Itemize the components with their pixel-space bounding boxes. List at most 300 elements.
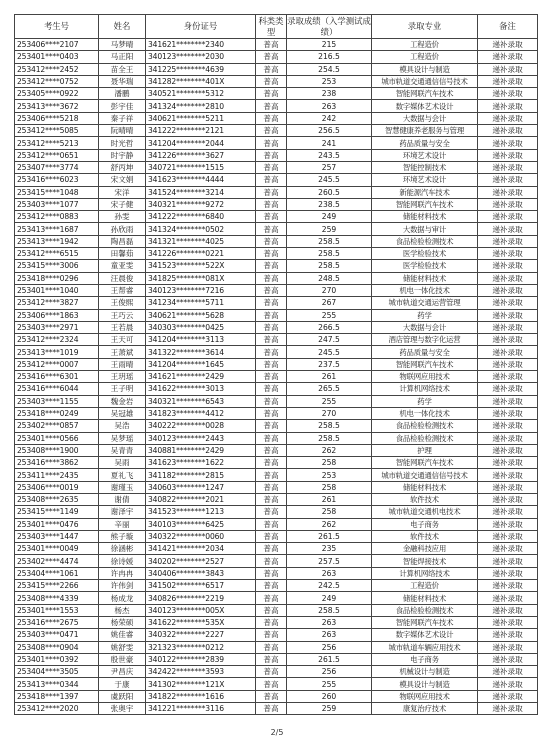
table-row bbox=[15, 272, 538, 284]
major-cell: 智能网联汽车技术 bbox=[372, 198, 478, 210]
table-row bbox=[15, 395, 538, 407]
id-number-cell: 341524********3214 bbox=[146, 186, 256, 198]
category-cell: 普高 bbox=[256, 690, 287, 702]
name-cell: 童亚雯 bbox=[99, 260, 146, 272]
id-number-cell: 341302********121X bbox=[146, 678, 256, 690]
id-number-cell: 340103********6425 bbox=[146, 518, 256, 530]
major-cell: 食品检验检测技术 bbox=[372, 235, 478, 247]
score-cell: 258 bbox=[287, 506, 372, 518]
table-row bbox=[15, 75, 538, 87]
score-cell: 258 bbox=[287, 457, 372, 469]
category-cell: 普高 bbox=[256, 321, 287, 333]
exam-number-cell: 253403****1447 bbox=[15, 530, 99, 542]
exam-number-cell: 253403****0471 bbox=[15, 629, 99, 641]
name-cell: 辛丽 bbox=[99, 518, 146, 530]
remark-cell: 递补录取 bbox=[478, 580, 538, 592]
major-cell: 智能焊接技术 bbox=[372, 555, 478, 567]
major-cell: 模具设计与制造 bbox=[372, 63, 478, 75]
remark-cell: 递补录取 bbox=[478, 211, 538, 223]
name-cell: 孙欣雨 bbox=[99, 223, 146, 235]
score-cell: 258.5 bbox=[287, 248, 372, 260]
remark-cell: 递补录取 bbox=[478, 260, 538, 272]
score-cell: 270 bbox=[287, 407, 372, 419]
table-row bbox=[15, 149, 538, 161]
major-cell: 储能材料技术 bbox=[372, 481, 478, 493]
major-cell: 护理 bbox=[372, 444, 478, 456]
category-cell: 普高 bbox=[256, 51, 287, 63]
remark-cell: 递补录取 bbox=[478, 641, 538, 653]
category-cell: 普高 bbox=[256, 457, 287, 469]
table-row bbox=[15, 469, 538, 481]
category-cell: 普高 bbox=[256, 149, 287, 161]
category-cell: 普高 bbox=[256, 444, 287, 456]
id-number-cell: 341622********535X bbox=[146, 616, 256, 628]
major-cell: 工程造价 bbox=[372, 39, 478, 51]
id-number-cell: 342422********3593 bbox=[146, 666, 256, 678]
major-cell: 智能控制技术 bbox=[372, 161, 478, 173]
id-number-cell: 340202********2527 bbox=[146, 555, 256, 567]
score-cell: 260.5 bbox=[287, 186, 372, 198]
table-row bbox=[15, 161, 538, 173]
name-cell: 谢泽宇 bbox=[99, 506, 146, 518]
exam-number-cell: 253408****4339 bbox=[15, 592, 99, 604]
category-cell: 普高 bbox=[256, 100, 287, 112]
major-cell: 酒店管理与数字化运营 bbox=[372, 334, 478, 346]
remark-cell: 递补录取 bbox=[478, 63, 538, 75]
table-row bbox=[15, 88, 538, 100]
exam-number-cell: 253402****0857 bbox=[15, 420, 99, 432]
remark-cell: 递补录取 bbox=[478, 297, 538, 309]
exam-number-cell: 253406****5218 bbox=[15, 112, 99, 124]
score-cell: 257 bbox=[287, 161, 372, 173]
remark-cell: 递补录取 bbox=[478, 248, 538, 260]
exam-number-cell: 253404****3505 bbox=[15, 666, 99, 678]
table-row bbox=[15, 432, 538, 444]
remark-cell: 递补录取 bbox=[478, 100, 538, 112]
category-cell: 普高 bbox=[256, 493, 287, 505]
exam-number-cell: 253413****1687 bbox=[15, 223, 99, 235]
name-cell: 徐诗媛 bbox=[99, 555, 146, 567]
header-exam-number: 考生号 bbox=[15, 15, 99, 39]
exam-number-cell: 253406****0019 bbox=[15, 481, 99, 493]
score-cell: 258.5 bbox=[287, 260, 372, 272]
exam-number-cell: 253412****0007 bbox=[15, 358, 99, 370]
exam-number-cell: 253412****5085 bbox=[15, 125, 99, 137]
score-cell: 238 bbox=[287, 88, 372, 100]
remark-cell: 递补录取 bbox=[478, 235, 538, 247]
id-number-cell: 341421********2034 bbox=[146, 543, 256, 555]
table-row bbox=[15, 358, 538, 370]
id-number-cell: 341234********5711 bbox=[146, 297, 256, 309]
exam-number-cell: 253406****2107 bbox=[15, 39, 99, 51]
table-row bbox=[15, 543, 538, 555]
remark-cell: 递补录取 bbox=[478, 174, 538, 186]
table-row bbox=[15, 703, 538, 715]
id-number-cell: 340881********2429 bbox=[146, 444, 256, 456]
remark-cell: 递补录取 bbox=[478, 703, 538, 715]
name-cell: 王雨晴 bbox=[99, 358, 146, 370]
exam-number-cell: 253401****0403 bbox=[15, 51, 99, 63]
remark-cell: 递补录取 bbox=[478, 39, 538, 51]
id-number-cell: 341204********1645 bbox=[146, 358, 256, 370]
table-row bbox=[15, 592, 538, 604]
exam-number-cell: 253412****2020 bbox=[15, 703, 99, 715]
major-cell: 环境艺术设计 bbox=[372, 174, 478, 186]
id-number-cell: 321323********0212 bbox=[146, 641, 256, 653]
table-row bbox=[15, 309, 538, 321]
exam-number-cell: 253412****6515 bbox=[15, 248, 99, 260]
table-row bbox=[15, 137, 538, 149]
remark-cell: 递补录取 bbox=[478, 321, 538, 333]
score-cell: 256.5 bbox=[287, 125, 372, 137]
major-cell: 智能网联汽车技术 bbox=[372, 616, 478, 628]
id-number-cell: 340521********5312 bbox=[146, 88, 256, 100]
name-cell: 王帮睿 bbox=[99, 284, 146, 296]
major-cell: 电子商务 bbox=[372, 653, 478, 665]
table-row bbox=[15, 260, 538, 272]
remark-cell: 递补录取 bbox=[478, 51, 538, 63]
remark-cell: 递补录取 bbox=[478, 346, 538, 358]
name-cell: 王俊熙 bbox=[99, 297, 146, 309]
id-number-cell: 341622********3013 bbox=[146, 383, 256, 395]
score-cell: 241 bbox=[287, 137, 372, 149]
table-row bbox=[15, 334, 538, 346]
category-cell: 普高 bbox=[256, 186, 287, 198]
remark-cell: 递补录取 bbox=[478, 518, 538, 530]
id-number-cell: 341825********081X bbox=[146, 272, 256, 284]
major-cell: 物联网应用技术 bbox=[372, 371, 478, 383]
exam-number-cell: 253403****1077 bbox=[15, 198, 99, 210]
score-cell: 265.5 bbox=[287, 383, 372, 395]
name-cell: 舒丙坤 bbox=[99, 161, 146, 173]
major-cell: 储能材料技术 bbox=[372, 592, 478, 604]
major-cell: 工程造价 bbox=[372, 51, 478, 63]
remark-cell: 递补录取 bbox=[478, 309, 538, 321]
score-cell: 261 bbox=[287, 371, 372, 383]
id-number-cell: 340123********005X bbox=[146, 604, 256, 616]
score-cell: 242 bbox=[287, 112, 372, 124]
table-row bbox=[15, 493, 538, 505]
table-row bbox=[15, 407, 538, 419]
category-cell: 普高 bbox=[256, 211, 287, 223]
category-cell: 普高 bbox=[256, 629, 287, 641]
major-cell: 城市轨道交通机电技术 bbox=[372, 506, 478, 518]
category-cell: 普高 bbox=[256, 88, 287, 100]
table-row bbox=[15, 629, 538, 641]
category-cell: 普高 bbox=[256, 346, 287, 358]
remark-cell: 递补录取 bbox=[478, 112, 538, 124]
score-cell: 238.5 bbox=[287, 198, 372, 210]
major-cell: 大数据与审计 bbox=[372, 223, 478, 235]
major-cell: 数字媒体艺术设计 bbox=[372, 100, 478, 112]
id-number-cell: 341502********6517 bbox=[146, 580, 256, 592]
exam-number-cell: 253408****0904 bbox=[15, 641, 99, 653]
major-cell: 储能材料技术 bbox=[372, 211, 478, 223]
category-cell: 普高 bbox=[256, 75, 287, 87]
major-cell: 医学检验技术 bbox=[372, 260, 478, 272]
remark-cell: 递补录取 bbox=[478, 161, 538, 173]
category-cell: 普高 bbox=[256, 63, 287, 75]
exam-number-cell: 253403****2971 bbox=[15, 321, 99, 333]
table-row bbox=[15, 580, 538, 592]
major-cell: 城市轨道交通通信信号技术 bbox=[372, 469, 478, 481]
category-cell: 普高 bbox=[256, 297, 287, 309]
id-number-cell: 340406********3843 bbox=[146, 567, 256, 579]
category-cell: 普高 bbox=[256, 653, 287, 665]
remark-cell: 递补录取 bbox=[478, 469, 538, 481]
name-cell: 王若晨 bbox=[99, 321, 146, 333]
major-cell: 食品检验检测技术 bbox=[372, 420, 478, 432]
category-cell: 普高 bbox=[256, 371, 287, 383]
table-row bbox=[15, 690, 538, 702]
exam-number-cell: 253415****1149 bbox=[15, 506, 99, 518]
category-cell: 普高 bbox=[256, 248, 287, 260]
category-cell: 普高 bbox=[256, 235, 287, 247]
table-row bbox=[15, 174, 538, 186]
category-cell: 普高 bbox=[256, 358, 287, 370]
id-number-cell: 341226********0221 bbox=[146, 248, 256, 260]
remark-cell: 递补录取 bbox=[478, 407, 538, 419]
exam-number-cell: 253416****3862 bbox=[15, 457, 99, 469]
score-cell: 258 bbox=[287, 481, 372, 493]
category-cell: 普高 bbox=[256, 334, 287, 346]
score-cell: 257.5 bbox=[287, 555, 372, 567]
category-cell: 普高 bbox=[256, 506, 287, 518]
table-row bbox=[15, 641, 538, 653]
remark-cell: 递补录取 bbox=[478, 149, 538, 161]
exam-number-cell: 253412****0752 bbox=[15, 75, 99, 87]
major-cell: 药品质量与安全 bbox=[372, 346, 478, 358]
table-row bbox=[15, 235, 538, 247]
id-number-cell: 340322********2227 bbox=[146, 629, 256, 641]
id-number-cell: 340621********5628 bbox=[146, 309, 256, 321]
score-cell: 249 bbox=[287, 211, 372, 223]
remark-cell: 递补录取 bbox=[478, 690, 538, 702]
name-cell: 熊子璇 bbox=[99, 530, 146, 542]
major-cell: 软件技术 bbox=[372, 493, 478, 505]
score-cell: 261.5 bbox=[287, 530, 372, 542]
score-cell: 260 bbox=[287, 690, 372, 702]
id-number-cell: 341621********2340 bbox=[146, 39, 256, 51]
name-cell: 聂华瑞 bbox=[99, 75, 146, 87]
name-cell: 徐涵彬 bbox=[99, 543, 146, 555]
name-cell: 吴冠雄 bbox=[99, 407, 146, 419]
id-number-cell: 340303********0425 bbox=[146, 321, 256, 333]
header-id-number: 身份证号 bbox=[146, 15, 256, 39]
id-number-cell: 340603********1247 bbox=[146, 481, 256, 493]
remark-cell: 递补录取 bbox=[478, 75, 538, 87]
remark-cell: 递补录取 bbox=[478, 457, 538, 469]
table-row bbox=[15, 481, 538, 493]
name-cell: 彭宇佳 bbox=[99, 100, 146, 112]
remark-cell: 递补录取 bbox=[478, 493, 538, 505]
score-cell: 255 bbox=[287, 395, 372, 407]
table-row bbox=[15, 530, 538, 542]
remark-cell: 递补录取 bbox=[478, 666, 538, 678]
name-cell: 阮晴晴 bbox=[99, 125, 146, 137]
table-row bbox=[15, 371, 538, 383]
id-number-cell: 341623********4444 bbox=[146, 174, 256, 186]
name-cell: 杨成龙 bbox=[99, 592, 146, 604]
remark-cell: 递补录取 bbox=[478, 678, 538, 690]
remark-cell: 递补录取 bbox=[478, 334, 538, 346]
exam-number-cell: 253413****0344 bbox=[15, 678, 99, 690]
exam-number-cell: 253415****2266 bbox=[15, 580, 99, 592]
major-cell: 药学 bbox=[372, 309, 478, 321]
score-cell: 258.5 bbox=[287, 420, 372, 432]
major-cell: 计算机网络技术 bbox=[372, 383, 478, 395]
category-cell: 普高 bbox=[256, 469, 287, 481]
major-cell: 康复治疗技术 bbox=[372, 703, 478, 715]
major-cell: 药品质量与安全 bbox=[372, 137, 478, 149]
exam-number-cell: 253416****6301 bbox=[15, 371, 99, 383]
remark-cell: 递补录取 bbox=[478, 383, 538, 395]
score-cell: 255 bbox=[287, 678, 372, 690]
id-number-cell: 340123********2443 bbox=[146, 432, 256, 444]
table-header-row bbox=[15, 15, 538, 39]
category-cell: 普高 bbox=[256, 567, 287, 579]
score-cell: 262 bbox=[287, 518, 372, 530]
category-cell: 普高 bbox=[256, 641, 287, 653]
major-cell: 机械设计与制造 bbox=[372, 666, 478, 678]
name-cell: 姚佳睿 bbox=[99, 629, 146, 641]
id-number-cell: 340721********1515 bbox=[146, 161, 256, 173]
table-row bbox=[15, 666, 538, 678]
id-number-cell: 340826********2219 bbox=[146, 592, 256, 604]
name-cell: 苗全王 bbox=[99, 63, 146, 75]
table-row bbox=[15, 346, 538, 358]
name-cell: 陶昌磊 bbox=[99, 235, 146, 247]
table-row bbox=[15, 186, 538, 198]
score-cell: 235 bbox=[287, 543, 372, 555]
id-number-cell: 341222********6840 bbox=[146, 211, 256, 223]
id-number-cell: 340321********6543 bbox=[146, 395, 256, 407]
score-cell: 242.5 bbox=[287, 580, 372, 592]
exam-number-cell: 253412****2452 bbox=[15, 63, 99, 75]
table-row bbox=[15, 321, 538, 333]
score-cell: 253 bbox=[287, 469, 372, 481]
exam-number-cell: 253412****2324 bbox=[15, 334, 99, 346]
table-row bbox=[15, 604, 538, 616]
score-cell: 216.5 bbox=[287, 51, 372, 63]
exam-number-cell: 253401****0049 bbox=[15, 543, 99, 555]
major-cell: 智能网联汽车技术 bbox=[372, 358, 478, 370]
id-number-cell: 340822********2021 bbox=[146, 493, 256, 505]
remark-cell: 递补录取 bbox=[478, 543, 538, 555]
id-number-cell: 341282********401X bbox=[146, 75, 256, 87]
exam-number-cell: 253416****6023 bbox=[15, 174, 99, 186]
remark-cell: 递补录取 bbox=[478, 555, 538, 567]
score-cell: 215 bbox=[287, 39, 372, 51]
major-cell: 智能网联汽车技术 bbox=[372, 457, 478, 469]
name-cell: 吴青青 bbox=[99, 444, 146, 456]
id-number-cell: 341322********3614 bbox=[146, 346, 256, 358]
category-cell: 普高 bbox=[256, 420, 287, 432]
score-cell: 263 bbox=[287, 100, 372, 112]
name-cell: 孙雯 bbox=[99, 211, 146, 223]
remark-cell: 递补录取 bbox=[478, 186, 538, 198]
table-row bbox=[15, 678, 538, 690]
table-row bbox=[15, 248, 538, 260]
table-row bbox=[15, 506, 538, 518]
major-cell: 新能源汽车技术 bbox=[372, 186, 478, 198]
major-cell: 金融科技应用 bbox=[372, 543, 478, 555]
score-cell: 270 bbox=[287, 284, 372, 296]
major-cell: 机电一体化技术 bbox=[372, 284, 478, 296]
remark-cell: 递补录取 bbox=[478, 592, 538, 604]
score-cell: 248.5 bbox=[287, 272, 372, 284]
header-name: 姓名 bbox=[99, 15, 146, 39]
remark-cell: 递补录取 bbox=[478, 629, 538, 641]
score-cell: 261.5 bbox=[287, 653, 372, 665]
remark-cell: 递补录取 bbox=[478, 481, 538, 493]
score-cell: 267 bbox=[287, 297, 372, 309]
name-cell: 谢瑾玉 bbox=[99, 481, 146, 493]
major-cell: 物联网应用技术 bbox=[372, 690, 478, 702]
category-cell: 普高 bbox=[256, 543, 287, 555]
remark-cell: 递补录取 bbox=[478, 444, 538, 456]
category-cell: 普高 bbox=[256, 555, 287, 567]
score-cell: 256 bbox=[287, 641, 372, 653]
exam-number-cell: 253418****0249 bbox=[15, 407, 99, 419]
category-cell: 普高 bbox=[256, 223, 287, 235]
name-cell: 宋洋 bbox=[99, 186, 146, 198]
category-cell: 普高 bbox=[256, 383, 287, 395]
table-row bbox=[15, 39, 538, 51]
exam-number-cell: 253401****0566 bbox=[15, 432, 99, 444]
id-number-cell: 340621********5211 bbox=[146, 112, 256, 124]
category-cell: 普高 bbox=[256, 174, 287, 186]
remark-cell: 递补录取 bbox=[478, 653, 538, 665]
name-cell: 杨杰 bbox=[99, 604, 146, 616]
id-number-cell: 341225********4639 bbox=[146, 63, 256, 75]
score-cell: 261 bbox=[287, 493, 372, 505]
id-number-cell: 340122********2839 bbox=[146, 653, 256, 665]
table-row bbox=[15, 420, 538, 432]
category-cell: 普高 bbox=[256, 309, 287, 321]
category-cell: 普高 bbox=[256, 272, 287, 284]
name-cell: 吴雨 bbox=[99, 457, 146, 469]
id-number-cell: 340123********2030 bbox=[146, 51, 256, 63]
major-cell: 环境艺术设计 bbox=[372, 149, 478, 161]
id-number-cell: 341324********0502 bbox=[146, 223, 256, 235]
score-cell: 249 bbox=[287, 592, 372, 604]
table-row bbox=[15, 284, 538, 296]
table-row bbox=[15, 100, 538, 112]
major-cell: 城市轨道交通运营管理 bbox=[372, 297, 478, 309]
id-number-cell: 341182********2815 bbox=[146, 469, 256, 481]
id-number-cell: 341523********522X bbox=[146, 260, 256, 272]
exam-number-cell: 253415****3006 bbox=[15, 260, 99, 272]
table-row bbox=[15, 63, 538, 75]
exam-number-cell: 253411****2435 bbox=[15, 469, 99, 481]
major-cell: 城市轨道交通通信信号技术 bbox=[372, 75, 478, 87]
name-cell: 杨荣硕 bbox=[99, 616, 146, 628]
id-number-cell: 341204********2044 bbox=[146, 137, 256, 149]
category-cell: 普高 bbox=[256, 530, 287, 542]
category-cell: 普高 bbox=[256, 481, 287, 493]
category-cell: 普高 bbox=[256, 580, 287, 592]
id-number-cell: 341222********2121 bbox=[146, 125, 256, 137]
name-cell: 时光哲 bbox=[99, 137, 146, 149]
category-cell: 普高 bbox=[256, 198, 287, 210]
header-major: 录取专业 bbox=[372, 15, 478, 39]
name-cell: 吴梦瑶 bbox=[99, 432, 146, 444]
exam-number-cell: 253416****2675 bbox=[15, 616, 99, 628]
name-cell: 殷世豪 bbox=[99, 653, 146, 665]
score-cell: 259 bbox=[287, 223, 372, 235]
exam-number-cell: 253413****1019 bbox=[15, 346, 99, 358]
